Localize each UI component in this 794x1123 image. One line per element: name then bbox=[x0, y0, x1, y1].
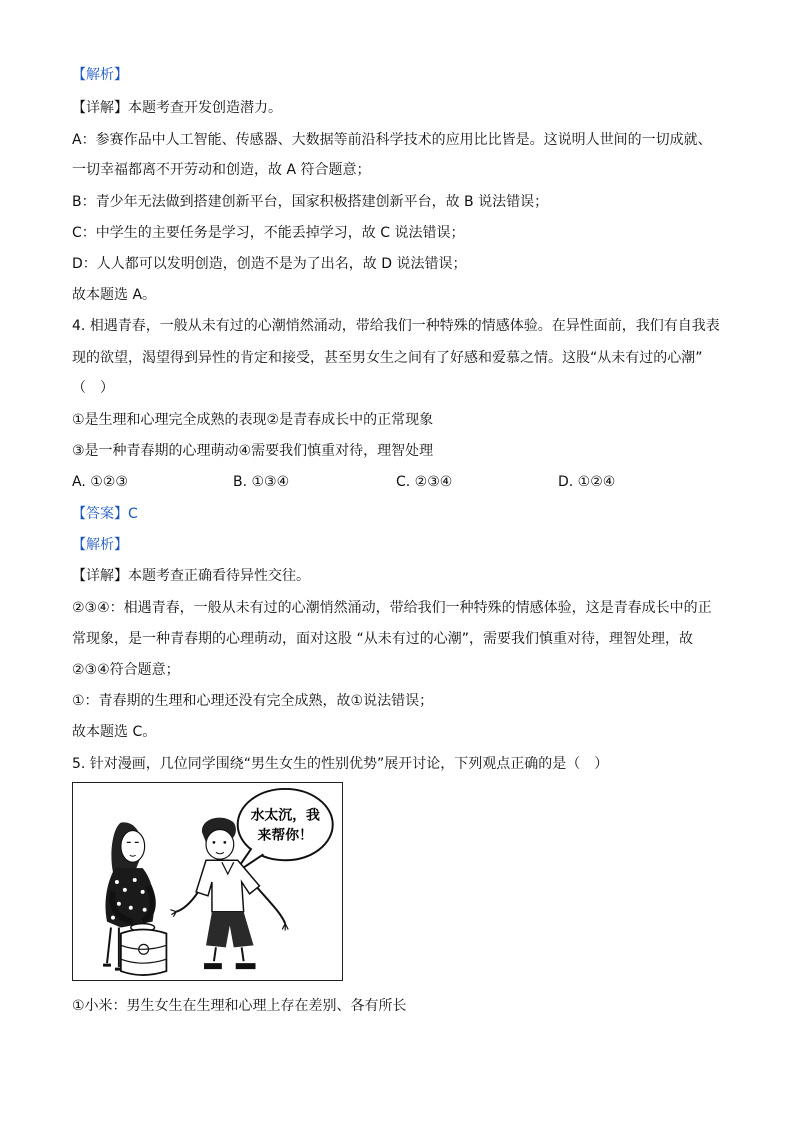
bubble-text-line-2: 来帮你！ bbox=[257, 827, 313, 844]
explanation-line: A：参赛作品中人工智能、传感器、大数据等前沿科学技术的应用比比皆是。这说明人世间的一切成就、 bbox=[72, 132, 712, 148]
question-4-stem: 现的欲望，渴望得到异性的肯定和接受，甚至男女生之间有了好感和爱慕之情。这股“从未有过的心潮” bbox=[72, 350, 703, 366]
option-d: D. ①②④ bbox=[558, 474, 616, 490]
detail-line: 【详解】本题考查正确看待异性交往。 bbox=[72, 568, 310, 584]
conclusion-line: 故本题选 A。 bbox=[72, 287, 157, 303]
explanation-line: B：青少年无法做到搭建创新平台，国家积极搭建创新平台，故 B 说法错误； bbox=[72, 194, 549, 210]
option-c: C. ②③④ bbox=[396, 474, 453, 490]
explanation-line: C：中学生的主要任务是学习，不能丢掉学习，故 C 说法错误； bbox=[72, 225, 465, 241]
explanation-line: D：人人都可以发明创造，创造不是为了出名，故 D 说法错误； bbox=[72, 256, 467, 272]
water-barrel bbox=[121, 924, 167, 975]
explanation-line: ②③④：相遇青春，一般从未有过的心潮悄然涌动，带给我们一种特殊的情感体验，这是青春成长中的正 bbox=[72, 600, 712, 616]
answer-line: 【答案】C bbox=[72, 506, 138, 522]
question-4-statement: ①是生理和心理完全成熟的表现②是青春成长中的正常现象 bbox=[72, 412, 434, 428]
explanation-line: 常现象，是一种青春期的心理萌动，面对这股 “从未有过的心潮”，需要我们慎重对待，理智处理，故 bbox=[72, 631, 693, 647]
question-5-stem: 5. 针对漫画，几位同学围绕“男生女生的性别优势”展开讨论，下列观点正确的是（ ） bbox=[72, 756, 609, 772]
detail-line: 【详解】本题考查开发创造潜力。 bbox=[72, 100, 282, 116]
speech-bubble bbox=[234, 789, 333, 874]
cartoon-illustration bbox=[72, 782, 343, 981]
bubble-text-line-1: 水太沉，我 bbox=[250, 807, 320, 824]
analysis-tag: 【解析】 bbox=[72, 537, 128, 553]
explanation-line: ①：青春期的生理和心理还没有完全成熟，故①说法错误； bbox=[72, 693, 434, 709]
question-4-blank: （ ） bbox=[72, 380, 114, 396]
question-4-statement: ③是一种青春期的心理萌动④需要我们慎重对待，理智处理 bbox=[72, 443, 434, 459]
option-a: A. ①②③ bbox=[72, 474, 128, 490]
option-b: B. ①③④ bbox=[233, 474, 290, 490]
explanation-line: 一切幸福都离不开劳动和创造，故 A 符合题意； bbox=[72, 162, 371, 178]
analysis-tag: 【解析】 bbox=[72, 67, 128, 83]
conclusion-line: 故本题选 C。 bbox=[72, 724, 157, 740]
explanation-line: ②③④符合题意； bbox=[72, 662, 180, 678]
question-4-stem: 4. 相遇青春，一般从未有过的心潮悄然涌动，带给我们一种特殊的情感体验。在异性面前，我们有自我表 bbox=[72, 318, 720, 334]
question-5-statement: ①小米：男生女生在生理和心理上存在差别、各有所长 bbox=[72, 998, 407, 1014]
